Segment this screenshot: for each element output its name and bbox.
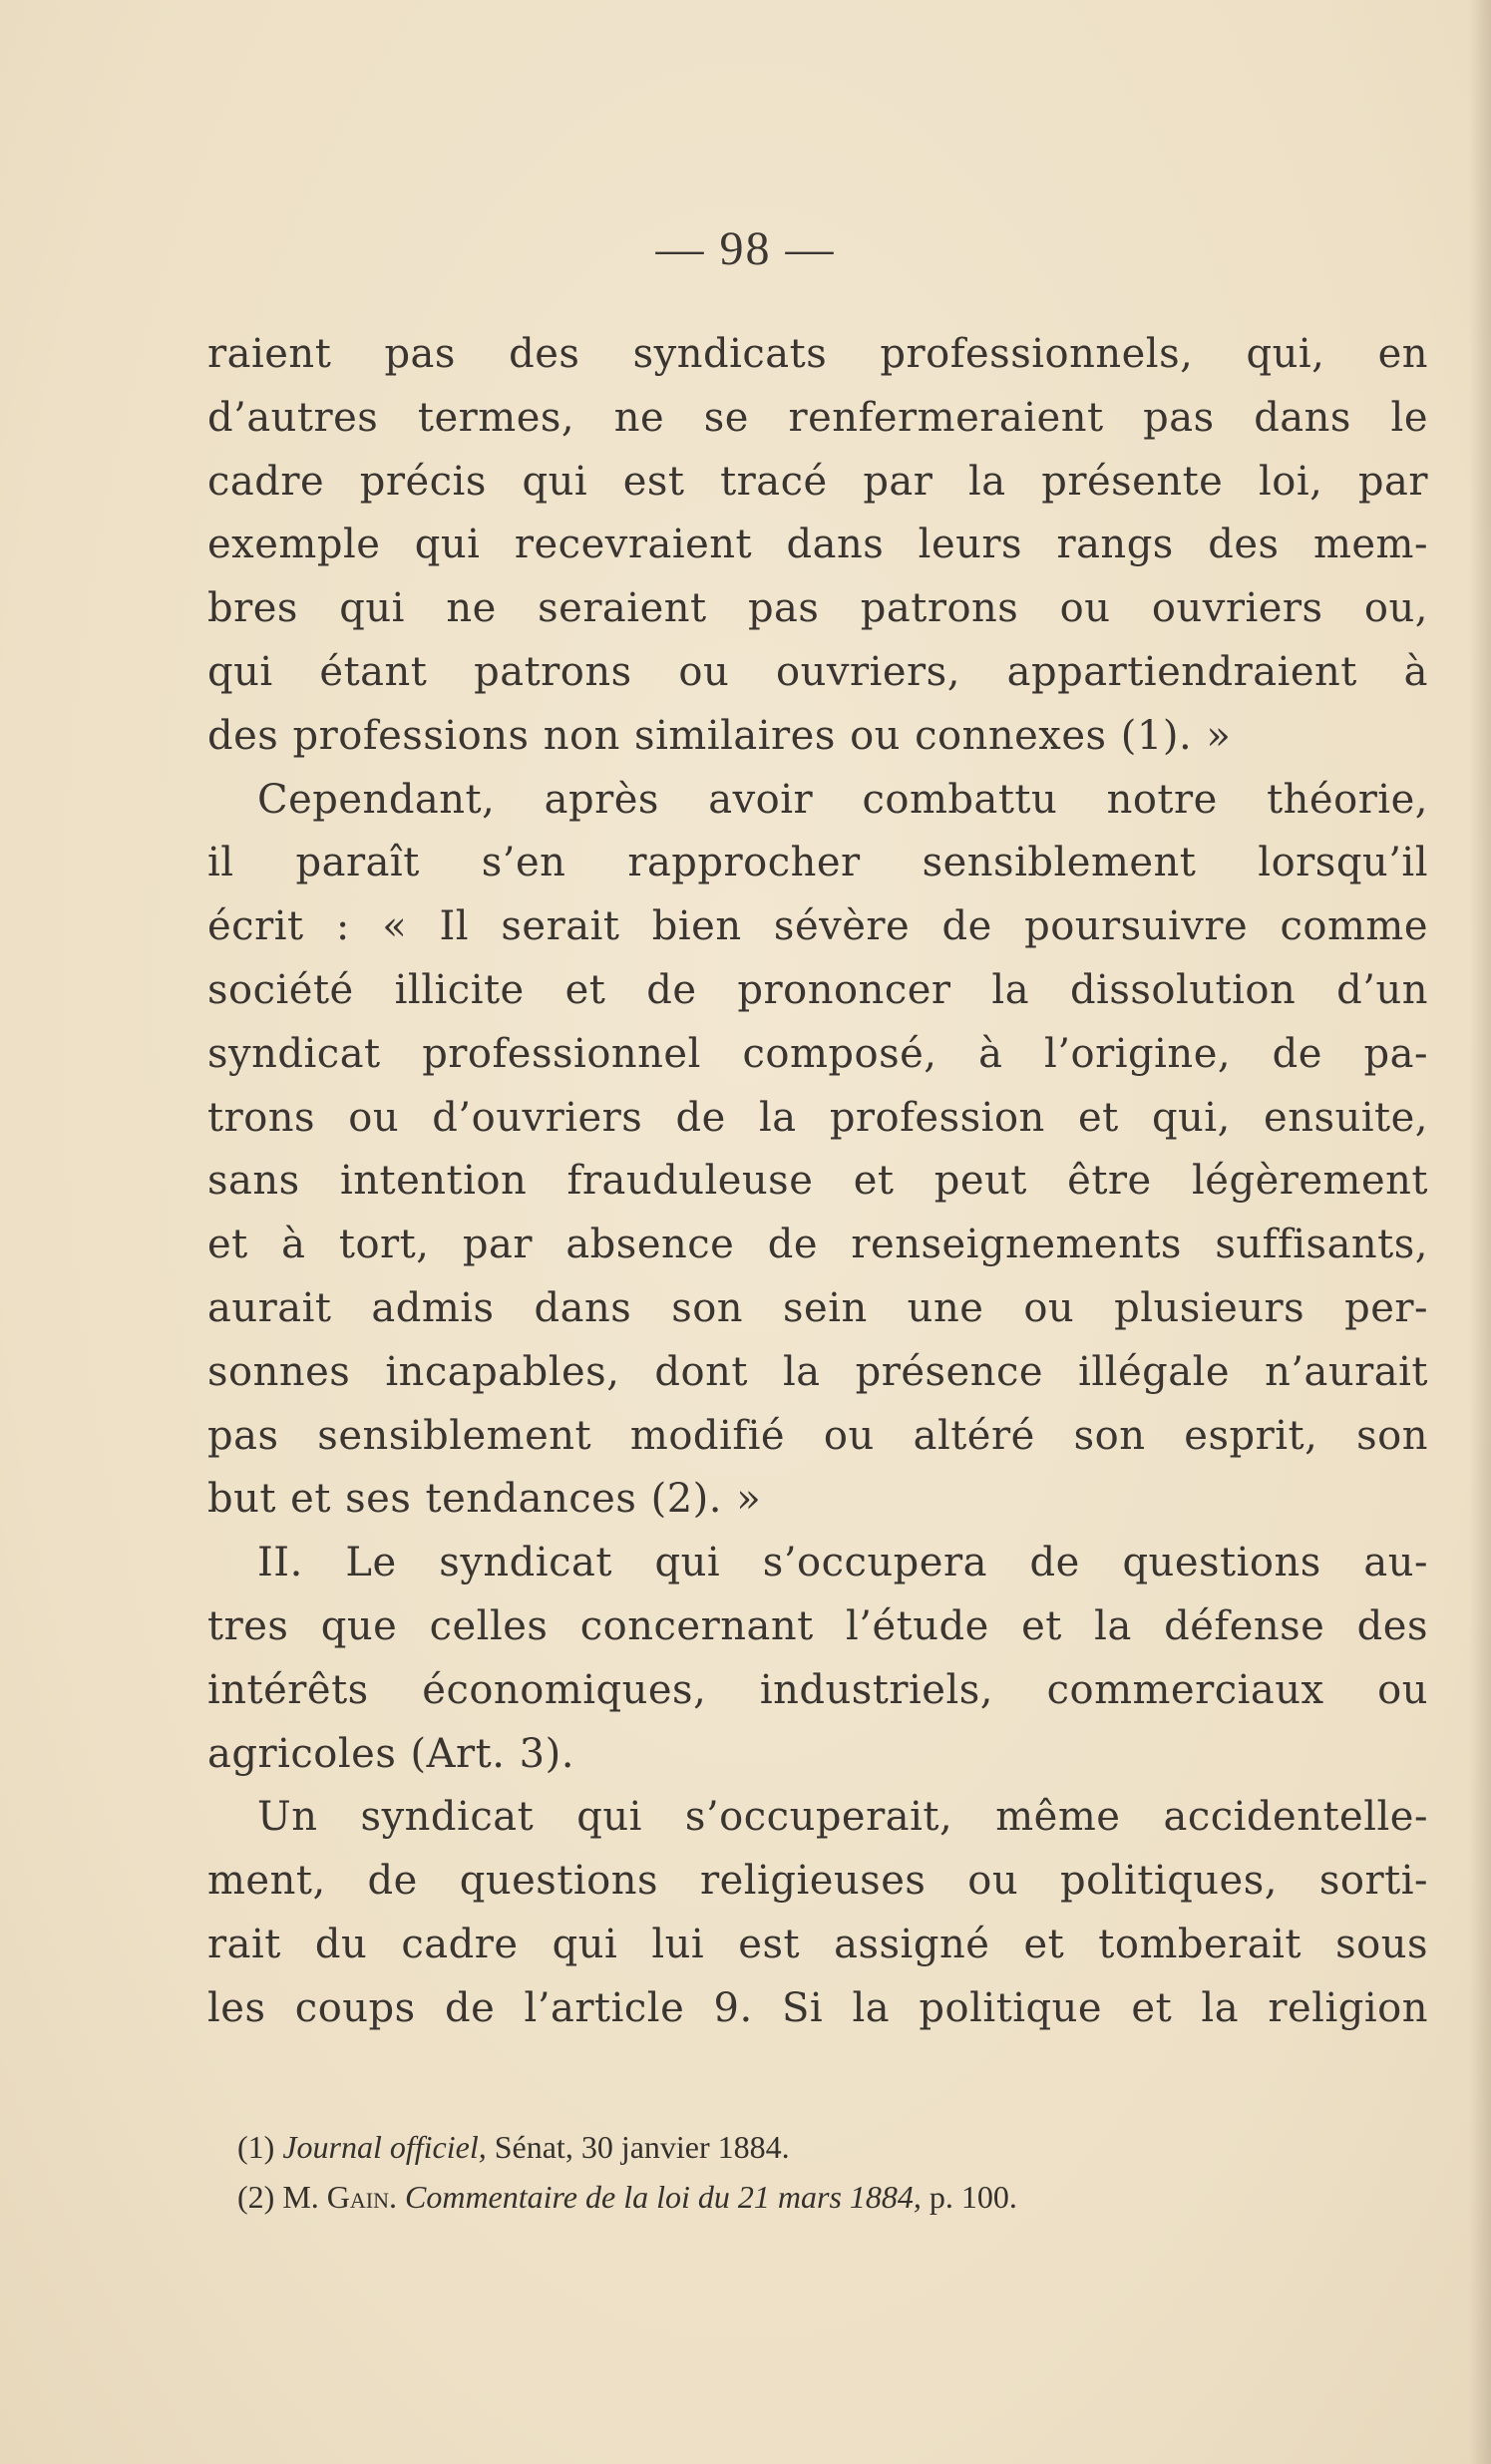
text-line: trons ou d’ouvriers de la profession et qui, ensuite,	[207, 1094, 1428, 1141]
text-line: tres que celles concernant l’étude et la défense des	[207, 1602, 1428, 1649]
text-line: bres qui ne seraient pas patrons ou ouvriers ou,	[207, 585, 1428, 632]
footnote-2	[237, 2172, 1384, 2222]
footnote-rest: p. 100.	[929, 2179, 1017, 2215]
text-line: syndicat professionnel composé, à l’origine, de pa-	[207, 1030, 1428, 1077]
text-line: intérêts économiques, industriels, commerciaux ou	[207, 1666, 1428, 1713]
text-line: cadre précis qui est tracé par la présente loi, par	[207, 458, 1428, 505]
page-edge-shadow	[1469, 0, 1491, 2464]
text-line: aurait admis dans son sein une ou plusieurs per-	[207, 1284, 1428, 1331]
text-line: Cependant, après avoir combattu notre théorie,	[257, 776, 1428, 823]
page-number: — 98 —	[655, 222, 836, 275]
text-line: Un syndicat qui s’occuperait, même accidentelle-	[257, 1794, 1428, 1841]
text-line: sans intention frauduleuse et peut être légèrement	[207, 1158, 1428, 1205]
text-line: des professions non similaires ou connexes (1). »	[207, 712, 1232, 759]
body-text	[207, 323, 1428, 2041]
footnote-title: Journal officiel,	[282, 2129, 487, 2165]
text-line: rait du cadre qui lui est assigné et tomberait sous	[207, 1921, 1428, 1967]
text-line: exemple qui recevraient dans leurs rangs des mem-	[207, 522, 1428, 568]
text-line: raient pas des syndicats professionnels, qui, en	[207, 331, 1428, 377]
footnotes	[237, 2122, 1384, 2222]
footnote-rest: Sénat, 30 janvier 1884.	[494, 2129, 790, 2165]
footnote-1	[237, 2122, 1384, 2172]
footnote-author-prefix: M.	[282, 2179, 319, 2215]
footnote-marker: (1)	[237, 2129, 275, 2165]
text-line: agricoles (Art. 3).	[207, 1730, 574, 1777]
text-line: sonnes incapables, dont la présence illégale n’aurait	[207, 1348, 1428, 1395]
text-line: société illicite et de prononcer la dissolution d’un	[207, 966, 1428, 1013]
text-line: les coups de l’article 9. Si la politique et la religion	[207, 1984, 1428, 2031]
text-line: et à tort, par absence de renseignements suffisants,	[207, 1222, 1428, 1268]
text-line: pas sensiblement modifié ou altéré son esprit, son	[207, 1412, 1428, 1459]
text-line: écrit : « Il serait bien sévère de poursuivre comme	[207, 903, 1428, 950]
footnote-marker: (2)	[237, 2179, 275, 2215]
text-line: ment, de questions religieuses ou politiques, sorti-	[207, 1858, 1428, 1905]
text-line: d’autres termes, ne se renfermeraient pas dans le	[207, 394, 1428, 441]
text-line: qui étant patrons ou ouvriers, appartiendraient à	[207, 648, 1428, 695]
text-line: but et ses tendances (2). »	[207, 1476, 762, 1523]
footnote-title: Commentaire de la loi du 21 mars 1884,	[404, 2179, 922, 2215]
text-line: II. Le syndicat qui s’occupera de questions au-	[257, 1540, 1428, 1586]
footnote-author: Gain.	[326, 2179, 397, 2215]
text-line: il paraît s’en rapprocher sensiblement lorsqu’il	[207, 840, 1428, 886]
